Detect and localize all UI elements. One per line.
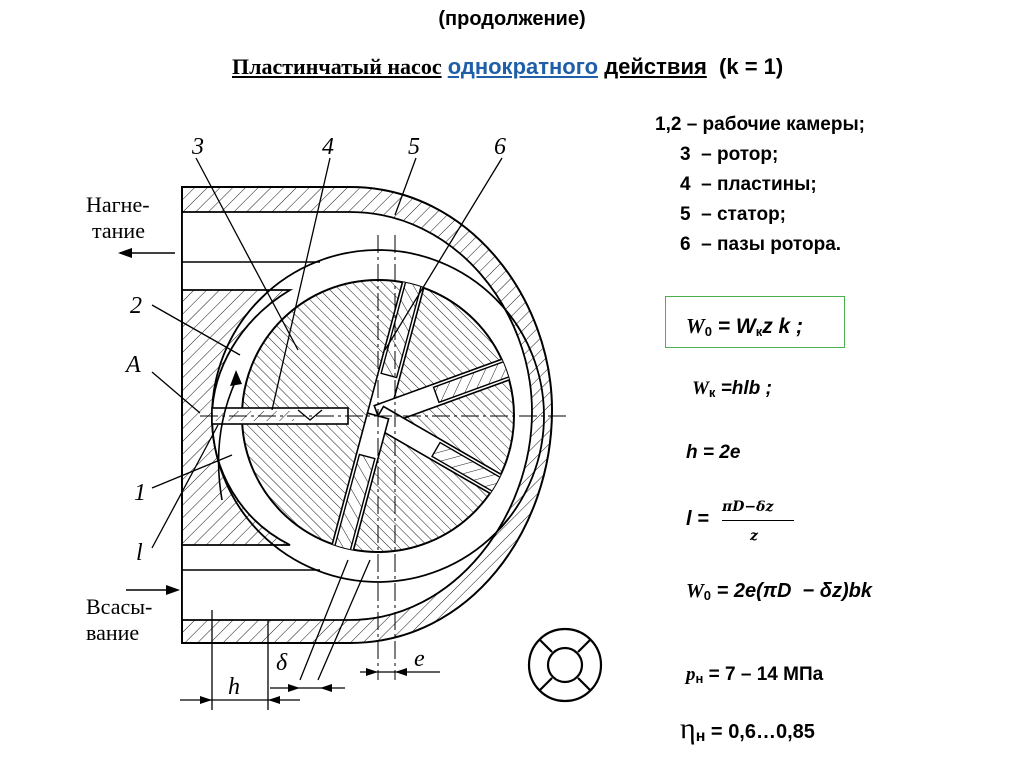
title-part-3: действия (604, 54, 707, 79)
formula-chamber-volume: $W_к =hlb$ ; (692, 378, 772, 400)
label-A: A (126, 352, 141, 378)
title-part-1: Пластинчатый насос (232, 54, 442, 79)
title-part-4: (k = 1) (719, 54, 784, 79)
formula-l-denominator: z (750, 528, 758, 544)
label-suction-2: вание (86, 620, 140, 645)
label-4: 4 (322, 134, 334, 160)
pump-symbol (529, 629, 601, 701)
label-discharge-2: тание (92, 218, 145, 243)
legend-item-rotor: 3 – ротор; (680, 144, 779, 165)
legend-item-stator: 5 – статор; (680, 204, 787, 225)
label-h: h (228, 674, 240, 700)
formula-l-numerator: πD−δz (722, 499, 774, 515)
label-3: 3 (192, 134, 204, 160)
label-l: l (136, 540, 143, 566)
formula-h: h = 2e (686, 442, 741, 463)
label-suction-1: Всасы- (86, 594, 153, 619)
legend-item-slots: 6 – пазы ротора. (680, 234, 842, 255)
subtitle: (продолжение) (438, 8, 586, 30)
label-discharge-1: Нагне- (86, 192, 150, 217)
formula-efficiency: ηн = 0,6…0,85 (680, 712, 815, 745)
label-2: 2 (130, 293, 142, 319)
label-1: 1 (134, 480, 146, 506)
label-e: e (414, 646, 425, 672)
legend-item-chambers: 1,2 – рабочие камеры; (655, 114, 865, 135)
formula-l-lhs: l = (686, 508, 709, 530)
label-6: 6 (494, 134, 506, 160)
formula-displacement-expanded: $W_0 = 2e(\pi D - \delta z)bk$ (686, 580, 872, 603)
flow-arrows (118, 248, 180, 595)
label-5: 5 (408, 134, 420, 160)
legend-item-vanes: 4 – пластины; (680, 174, 817, 195)
title-part-2: однократного (447, 54, 599, 79)
formula-pressure: $p_н = 7 - 14$ МПа (686, 664, 824, 686)
formula-displacement: $W_0 = W_кz$ k ; (686, 314, 804, 339)
label-delta: δ (276, 650, 288, 676)
